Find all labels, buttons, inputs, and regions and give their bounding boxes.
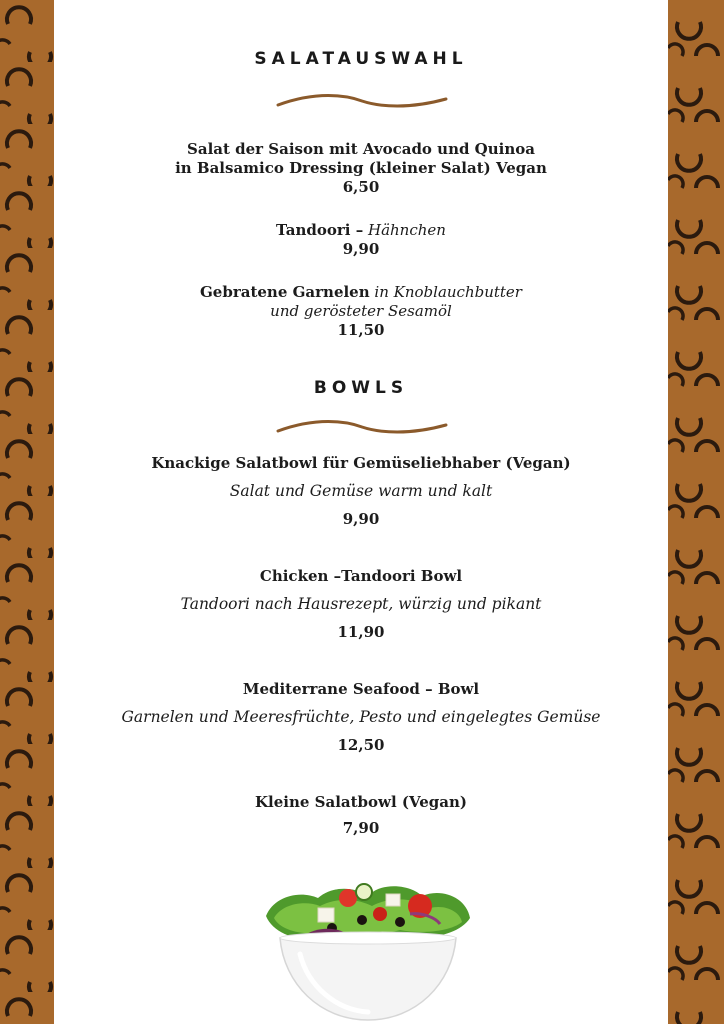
price: 9,90: [342, 240, 380, 258]
salad-line: in Balsamico Dressing (kleiner Salat) Vegan: [175, 159, 547, 177]
salad-item: [54, 221, 668, 259]
item-description: Tandoori nach Hausrezept, würzig und pikant: [180, 595, 542, 613]
item-description: Salat und Gemüse warm und kalt: [229, 482, 493, 500]
item-name: Tandoori –: [276, 221, 364, 239]
item-name: Kleine Salatbowl (Vegan): [255, 793, 467, 811]
item-detail: und gerösteter Sesamöl: [270, 302, 452, 320]
price: 7,90: [342, 819, 380, 837]
price: 6,50: [342, 178, 380, 196]
bowl-item: [54, 678, 668, 755]
price: 9,90: [342, 510, 380, 528]
item-description: Garnelen und Meeresfrüchte, Pesto und eingelegtes Gemüse: [121, 708, 601, 726]
left-border-pattern: [0, 0, 54, 1024]
item-name: Mediterrane Seafood – Bowl: [242, 680, 480, 698]
horseshoe-pattern-icon: [668, 0, 724, 1024]
price: 12,50: [337, 736, 385, 754]
item-name: Gebratene Garnelen: [200, 283, 370, 301]
bowl-item: [54, 452, 668, 529]
salad-item: [54, 283, 668, 340]
swoosh-divider-icon: [276, 419, 448, 437]
bowl-item: [54, 565, 668, 642]
item-detail: Hähnchen: [368, 221, 446, 239]
price: 11,90: [337, 623, 385, 641]
item-name: Knackige Salatbowl für Gemüseliebhaber (Vegan): [151, 454, 571, 472]
menu-page: [54, 0, 668, 1024]
swoosh-divider-icon: [276, 93, 448, 111]
section-title-salads: SALATAUSWAHL: [254, 49, 468, 69]
section-title-bowls: BOWLS: [313, 378, 409, 398]
bowl-item: [54, 791, 668, 838]
salad-bowl-icon: [260, 874, 476, 1024]
right-border-pattern: [668, 0, 724, 1024]
horseshoe-pattern-icon: [0, 0, 54, 1024]
salad-line: Salat der Saison mit Avocado und Quinoa: [187, 140, 535, 158]
price: 11,50: [337, 321, 385, 339]
salad-item: [54, 140, 668, 197]
item-detail: in Knoblauchbutter: [374, 283, 522, 301]
item-name: Chicken –Tandoori Bowl: [259, 567, 463, 585]
